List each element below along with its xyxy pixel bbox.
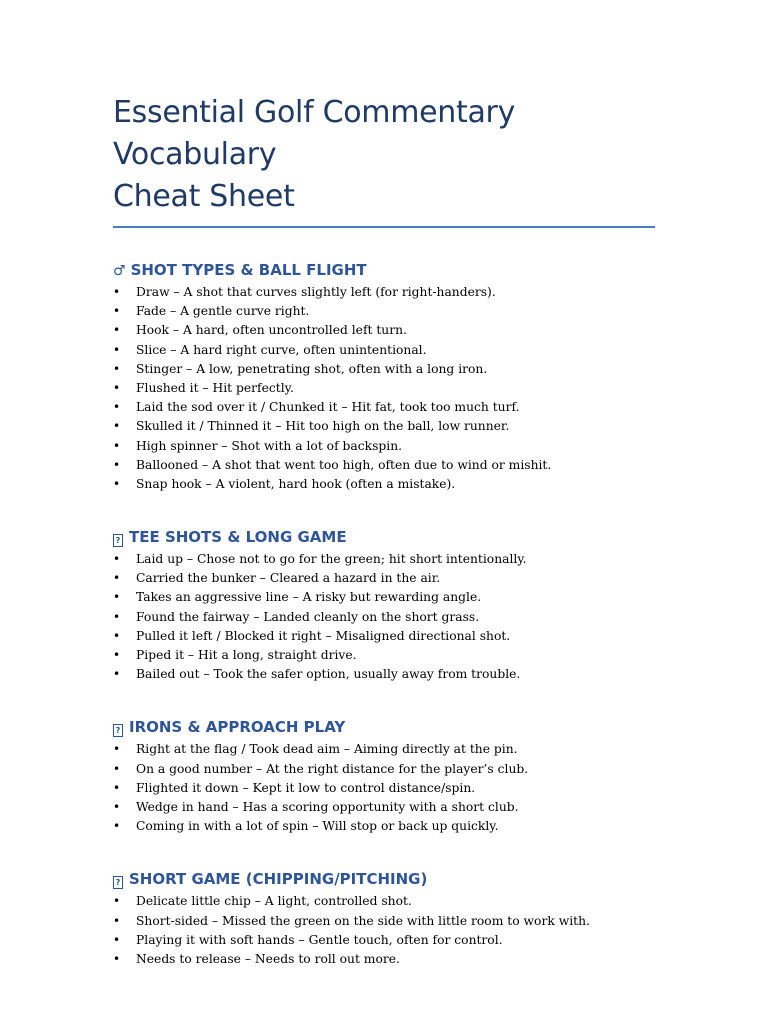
- bullet-icon: •: [113, 648, 121, 662]
- bullet-icon: •: [113, 476, 121, 491]
- list-item: [113, 588, 655, 607]
- male-sign-icon: ♂: [113, 263, 126, 279]
- list-item-text: Flushed it – Hit perfectly.: [136, 380, 294, 395]
- bullet-icon: •: [113, 342, 121, 357]
- list-item-text: Carried the bunker – Cleared a hazard in the air.: [136, 571, 441, 586]
- bullet-icon: •: [113, 667, 121, 682]
- list-item: [113, 912, 655, 931]
- list-item: [113, 417, 655, 436]
- list-item: [113, 398, 655, 417]
- section-heading: [113, 717, 655, 737]
- list-item-text: Piped it – Hit a long, straight drive.: [136, 648, 357, 662]
- bullet-icon: •: [113, 361, 121, 376]
- bullet-icon: •: [113, 913, 121, 928]
- list-item-text: Right at the flag / Took dead aim – Aiming directly at the pin.: [136, 742, 518, 757]
- bullet-icon: •: [113, 819, 121, 834]
- list-item-text: Flighted it down – Kept it low to control distance/spin.: [136, 780, 476, 795]
- list-item: [113, 475, 655, 494]
- list-item: [113, 321, 655, 340]
- section-short-game: [113, 869, 655, 969]
- list-item-text: Skulled it / Thinned it – Hit too high on the ball, low runner.: [136, 419, 510, 434]
- list-item: [113, 550, 655, 569]
- bullet-icon: •: [113, 419, 121, 434]
- list-item-text: Fade – A gentle curve right.: [136, 304, 310, 319]
- list-item-text: High spinner – Shot with a lot of backspin.: [136, 438, 403, 453]
- bullet-icon: •: [113, 932, 121, 947]
- section-item-list: [113, 740, 655, 836]
- bullet-icon: •: [113, 571, 121, 586]
- bullet-icon: •: [113, 894, 121, 909]
- list-item: [113, 456, 655, 475]
- bullet-icon: •: [113, 285, 121, 299]
- section-heading-text: IRONS & APPROACH PLAY: [129, 718, 346, 737]
- section-heading: [113, 260, 655, 280]
- bullet-icon: •: [113, 951, 121, 966]
- list-item: [113, 665, 655, 684]
- list-item: [113, 608, 655, 627]
- list-item-text: Snap hook – A violent, hard hook (often a mistake).: [136, 476, 456, 491]
- list-item: [113, 437, 655, 456]
- bullet-icon: •: [113, 628, 121, 643]
- list-item-text: Takes an aggressive line – A risky but rewarding angle.: [136, 590, 482, 605]
- section-irons-approach: [113, 717, 655, 836]
- bullet-icon: •: [113, 457, 121, 472]
- list-item-text: Pulled it left / Blocked it right – Misaligned directional shot.: [136, 628, 511, 643]
- bullet-icon: •: [113, 742, 121, 757]
- list-item: [113, 646, 655, 665]
- list-item: [113, 798, 655, 817]
- list-item-text: Delicate little chip – A light, controlled shot.: [136, 894, 412, 909]
- list-item-text: Hook – A hard, often uncontrolled left turn.: [136, 323, 407, 338]
- list-item-text: Laid the sod over it / Chunked it – Hit fat, took too much turf.: [136, 400, 520, 415]
- section-heading-text: SHORT GAME (CHIPPING/PITCHING): [129, 870, 428, 889]
- section-heading: [113, 869, 655, 889]
- bullet-icon: •: [113, 380, 121, 395]
- document-title: [113, 92, 655, 218]
- section-heading-text: TEE SHOTS & LONG GAME: [129, 528, 347, 547]
- title-underline-rule: [113, 226, 655, 228]
- bullet-icon: •: [113, 323, 121, 338]
- list-item-text: Short-sided – Missed the green on the side with little room to work with.: [136, 913, 590, 928]
- list-item: [113, 950, 655, 969]
- list-item: [113, 931, 655, 950]
- list-item: [113, 302, 655, 321]
- list-item: [113, 760, 655, 779]
- list-item: [113, 569, 655, 588]
- list-item-text: Found the fairway – Landed cleanly on the short grass.: [136, 609, 480, 624]
- list-item: [113, 379, 655, 398]
- section-heading-text: SHOT TYPES & BALL FLIGHT: [130, 261, 367, 279]
- list-item-text: Playing it with soft hands – Gentle touch, often for control.: [136, 932, 503, 947]
- list-item-text: Draw – A shot that curves slightly left (for right-handers).: [136, 285, 496, 299]
- bullet-icon: •: [113, 799, 121, 814]
- section-item-list: [113, 550, 655, 684]
- list-item-text: Ballooned – A shot that went too high, often due to wind or mishit.: [136, 457, 552, 472]
- list-item: [113, 779, 655, 798]
- bullet-icon: •: [113, 761, 121, 776]
- document-page: [113, 92, 655, 969]
- bullet-icon: •: [113, 304, 121, 319]
- list-item: [113, 740, 655, 759]
- list-item-text: Laid up – Chose not to go for the green; hit short intentionally.: [136, 552, 527, 567]
- list-item: [113, 283, 655, 302]
- missing-glyph-icon: ?: [113, 876, 123, 889]
- list-item-text: Stinger – A low, penetrating shot, often with a long iron.: [136, 361, 488, 376]
- bullet-icon: •: [113, 400, 121, 415]
- document-title-line-1: Essential Golf Commentary Vocabulary: [113, 95, 516, 172]
- list-item-text: Bailed out – Took the safer option, usually away from trouble.: [136, 667, 521, 682]
- bullet-icon: •: [113, 780, 121, 795]
- list-item: [113, 892, 655, 911]
- list-item-text: Needs to release – Needs to roll out more.: [136, 951, 400, 966]
- list-item-text: On a good number – At the right distance for the player’s club.: [136, 761, 529, 776]
- missing-glyph-icon: ?: [113, 534, 123, 547]
- list-item: [113, 627, 655, 646]
- section-heading: [113, 527, 655, 547]
- bullet-icon: •: [113, 438, 121, 453]
- bullet-icon: •: [113, 590, 121, 605]
- section-shot-types: [113, 260, 655, 494]
- document-title-line-2: Cheat Sheet: [113, 179, 295, 214]
- list-item: [113, 360, 655, 379]
- list-item: [113, 341, 655, 360]
- list-item-text: Coming in with a lot of spin – Will stop or back up quickly.: [136, 819, 499, 834]
- section-tee-shots: [113, 527, 655, 684]
- section-item-list: [113, 283, 655, 494]
- list-item-text: Wedge in hand – Has a scoring opportunity with a short club.: [136, 799, 519, 814]
- list-item: [113, 817, 655, 836]
- missing-glyph-icon: ?: [113, 724, 123, 737]
- section-item-list: [113, 892, 655, 969]
- bullet-icon: •: [113, 552, 121, 567]
- bullet-icon: •: [113, 609, 121, 624]
- list-item-text: Slice – A hard right curve, often unintentional.: [136, 342, 427, 357]
